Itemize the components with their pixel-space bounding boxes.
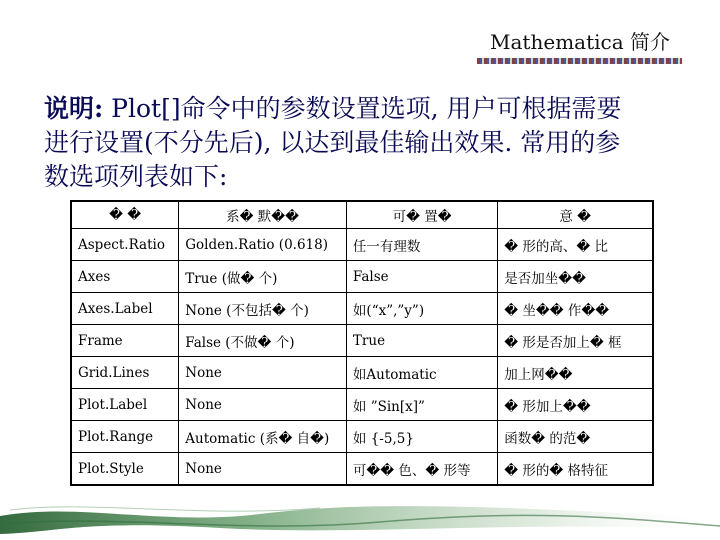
table-row — [71, 357, 653, 389]
table-row — [71, 293, 653, 325]
table-header-row — [71, 201, 653, 229]
cell-meaning: 是否加坐�� — [498, 261, 653, 293]
cell-meaning: 加上网�� — [498, 357, 653, 389]
table-row — [71, 261, 653, 293]
cell-default: None — [179, 389, 347, 421]
cell-meaning: � 形加上�� — [498, 389, 653, 421]
cell-option: Aspect.Ratio — [71, 229, 179, 261]
cell-default: None — [179, 357, 347, 389]
cell-meaning: � 形的高、� 比 — [498, 229, 653, 261]
cell-default: False (不做� 个) — [179, 325, 347, 357]
cell-option: Plot.Style — [71, 453, 179, 486]
cell-meaning: � 坐�� 作�� — [498, 293, 653, 325]
header-cell-default: 系� 默�� — [179, 201, 347, 229]
cell-option: Plot.Range — [71, 421, 179, 453]
cell-settable: 如Automatic — [346, 357, 497, 389]
intro-line-2: 进行设置(不分先后), 以达到最佳输出效果. 常用的参 — [44, 128, 621, 157]
table-row — [71, 229, 653, 261]
cell-meaning: � 形的� 格特征 — [498, 453, 653, 486]
cell-default: Golden.Ratio (0.618) — [179, 229, 347, 261]
cell-default: Automatic (系� 自�) — [179, 421, 347, 453]
cell-default: None — [179, 453, 347, 486]
table-row — [71, 453, 653, 486]
cell-settable: False — [346, 261, 497, 293]
cell-settable: 如(“x”,”y”) — [346, 293, 497, 325]
header-cell-option: � � — [71, 201, 179, 229]
intro-line-3: 数选项列表如下: — [44, 162, 228, 191]
footer-decorative-band — [0, 496, 720, 540]
plot-options-table — [70, 200, 654, 486]
intro-paragraph — [44, 92, 684, 194]
table-row — [71, 389, 653, 421]
page-header-title: Mathematica 简介 — [490, 30, 670, 54]
cell-settable: 如 ”Sin[x]” — [346, 389, 497, 421]
cell-option: Frame — [71, 325, 179, 357]
cell-meaning: � 形是否加上� 框 — [498, 325, 653, 357]
cell-settable: 可�� 色、� 形等 — [346, 453, 497, 486]
intro-lead: 说明: — [44, 94, 104, 123]
header-cell-meaning: 意 � — [498, 201, 653, 229]
table-row — [71, 421, 653, 453]
cell-settable: True — [346, 325, 497, 357]
cell-option: Grid.Lines — [71, 357, 179, 389]
cell-option: Axes — [71, 261, 179, 293]
cell-default: None (不包括� 个) — [179, 293, 347, 325]
header-decorative-underline — [477, 58, 682, 64]
cell-meaning: 函数� 的范� — [498, 421, 653, 453]
cell-option: Plot.Label — [71, 389, 179, 421]
table-row — [71, 325, 653, 357]
cell-default: True (做� 个) — [179, 261, 347, 293]
intro-line-1: Plot[]命令中的参数设置选项, 用户可根据需要 — [103, 94, 622, 123]
cell-settable: 如 {-5,5} — [346, 421, 497, 453]
header-cell-settable: 可� 置� — [346, 201, 497, 229]
cell-settable: 任一有理数 — [346, 229, 497, 261]
cell-option: Axes.Label — [71, 293, 179, 325]
